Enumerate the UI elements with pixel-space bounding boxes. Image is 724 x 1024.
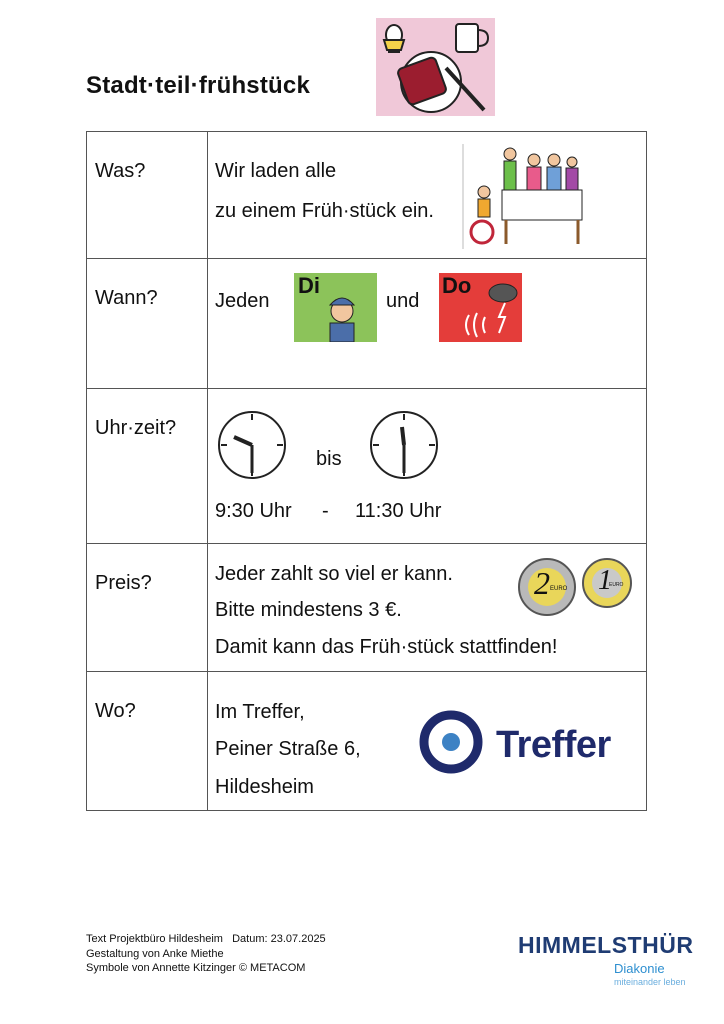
logo-tagline: miteinander leben: [614, 977, 686, 987]
footer: [86, 932, 326, 976]
time-start: 9:30 Uhr: [215, 500, 292, 522]
wann-und: und: [386, 290, 420, 312]
page-title: Stadt·teil·frühstück: [86, 72, 311, 99]
treffer-logo-icon: [419, 710, 483, 774]
breakfast-icon: [376, 18, 495, 116]
was-line-1: Wir laden alle: [215, 160, 337, 182]
treffer-logo-text: Treffer: [496, 724, 611, 766]
label-was: Was?: [95, 160, 146, 182]
row-was: [87, 132, 647, 259]
preis-line-2: Bitte mindestens 3 €.: [215, 599, 402, 621]
uhrzeit-bis: bis: [316, 448, 342, 470]
time-dash: -: [322, 500, 329, 522]
label-wann: Wann?: [95, 287, 158, 309]
tuesday-icon: [294, 273, 377, 342]
wann-jeden: Jeden: [215, 290, 270, 312]
coin-1-unit: EURO: [609, 582, 624, 588]
wo-line-1: Im Treffer,: [215, 701, 305, 723]
logo-diakonie: Diakonie: [614, 961, 665, 976]
footer-line-2: Gestaltung von Anke Miethe: [86, 947, 224, 960]
thursday-label: Do: [442, 273, 472, 298]
footer-line-1: Text Projektbüro Hildesheim Datum: 23.07.2025: [86, 933, 326, 945]
footer-line-3: Symbole von Annette Kitzinger © METACOM: [86, 962, 306, 974]
row-preis: [87, 544, 647, 672]
info-table: [86, 131, 647, 811]
row-wo: [87, 672, 647, 811]
preis-line-1: Jeder zahlt so viel er kann.: [215, 563, 453, 585]
people-at-table-icon: [462, 144, 588, 249]
label-wo: Wo?: [95, 700, 136, 722]
tuesday-label: Di: [298, 273, 320, 298]
coin-2-value: 2: [534, 565, 550, 601]
wo-line-3: Hildesheim: [215, 776, 314, 798]
row-wann: [87, 259, 647, 389]
coin-1-euro-icon: [582, 558, 632, 608]
label-preis: Preis?: [95, 572, 152, 594]
coin-2-euro-icon: [518, 558, 576, 616]
wo-line-2: Peiner Straße 6,: [215, 738, 361, 760]
clock-end-icon: [368, 409, 440, 481]
himmelsthuer-logo: HIMMELSTHÜR: [518, 932, 694, 958]
was-line-2: zu einem Früh·stück ein.: [215, 200, 434, 222]
thursday-icon: [439, 273, 522, 342]
coin-2-unit: EURO: [550, 586, 568, 592]
preis-line-3: Damit kann das Früh·stück stattfinden!: [215, 636, 558, 658]
row-uhrzeit: [87, 389, 647, 544]
label-uhrzeit: Uhr·zeit?: [95, 417, 177, 439]
coin-1-value: 1: [598, 565, 612, 596]
clock-start-icon: [216, 409, 288, 481]
time-end: 11:30 Uhr: [355, 500, 442, 522]
